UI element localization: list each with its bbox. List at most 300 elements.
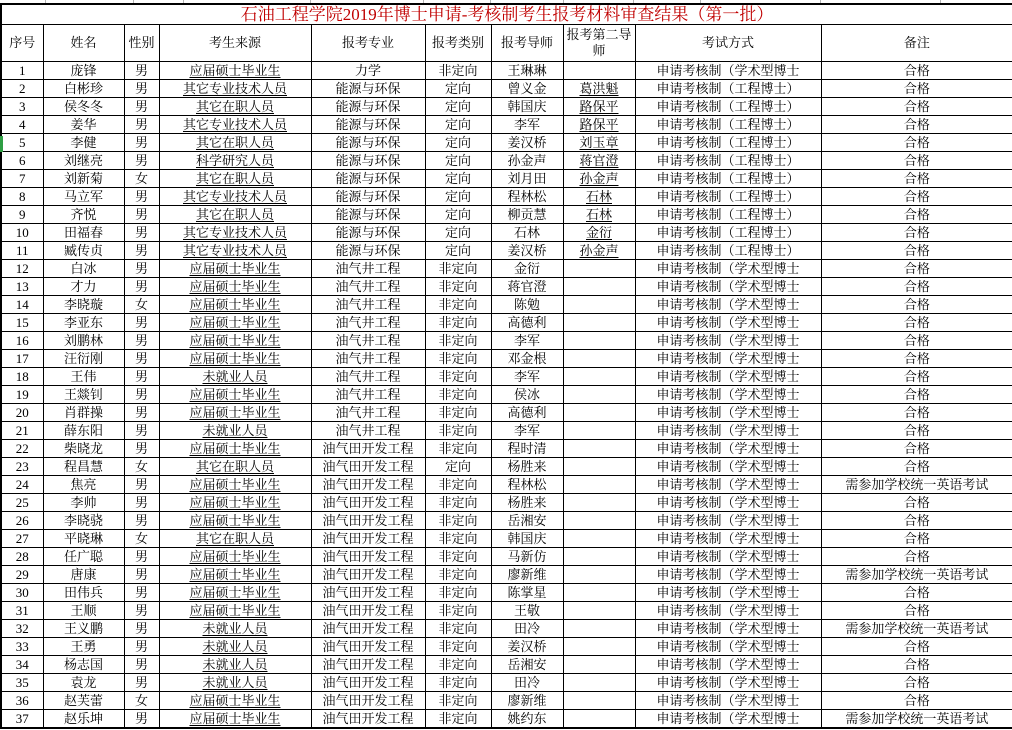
cell-second-supervisor: 葛洪魁	[563, 80, 635, 98]
cell-remark: 合格	[821, 260, 1012, 278]
cell-category: 定向	[425, 458, 491, 476]
cell-second-supervisor	[563, 386, 635, 404]
cell-category: 非定向	[425, 332, 491, 350]
cell-gender: 男	[124, 152, 159, 170]
cell-exam-method: 申请考核制（工程博士）	[635, 224, 821, 242]
cell-source: 应届硕士毕业生	[159, 314, 311, 332]
cell-supervisor: 杨胜来	[491, 458, 563, 476]
cell-name: 王顺	[43, 602, 124, 620]
cell-gender: 男	[124, 512, 159, 530]
table-row	[1, 440, 1012, 458]
cell-name: 王义鹏	[43, 620, 124, 638]
cell-second-supervisor: 路保平	[563, 116, 635, 134]
cell-exam-method: 申请考核制（学术型博士	[635, 494, 821, 512]
cell-exam-method: 申请考核制（学术型博士	[635, 656, 821, 674]
cell-source: 应届硕士毕业生	[159, 584, 311, 602]
cell-gender: 男	[124, 710, 159, 729]
cell-exam-method: 申请考核制（学术型博士	[635, 620, 821, 638]
cell-major: 油气田开发工程	[311, 530, 425, 548]
cell-major: 油气井工程	[311, 368, 425, 386]
cell-second-supervisor	[563, 350, 635, 368]
cell-name: 任广聪	[43, 548, 124, 566]
cell-category: 定向	[425, 98, 491, 116]
cell-category: 定向	[425, 188, 491, 206]
cell-major: 油气田开发工程	[311, 710, 425, 729]
cell-remark: 合格	[821, 584, 1012, 602]
cell-name: 田福春	[43, 224, 124, 242]
table-row	[1, 386, 1012, 404]
cell-category: 非定向	[425, 548, 491, 566]
cell-no: 36	[1, 692, 43, 710]
cell-no: 18	[1, 368, 43, 386]
cell-source: 其它专业技术人员	[159, 116, 311, 134]
cell-supervisor: 李军	[491, 368, 563, 386]
cell-supervisor: 程林松	[491, 476, 563, 494]
cell-source: 应届硕士毕业生	[159, 278, 311, 296]
cell-remark: 合格	[821, 98, 1012, 116]
cell-remark: 合格	[821, 278, 1012, 296]
cell-name: 平晓琳	[43, 530, 124, 548]
cell-name: 李健	[43, 134, 124, 152]
cell-exam-method: 申请考核制（学术型博士	[635, 548, 821, 566]
cell-no: 35	[1, 674, 43, 692]
column-header-gender: 性别	[124, 25, 159, 62]
cell-category: 定向	[425, 170, 491, 188]
cell-gender: 男	[124, 134, 159, 152]
cell-supervisor: 高德利	[491, 314, 563, 332]
cell-supervisor: 姜汉桥	[491, 638, 563, 656]
cell-second-supervisor	[563, 710, 635, 729]
cell-major: 油气井工程	[311, 260, 425, 278]
cell-second-supervisor	[563, 368, 635, 386]
cell-name: 王燚钊	[43, 386, 124, 404]
cell-name: 程昌慧	[43, 458, 124, 476]
cell-second-supervisor: 石林	[563, 206, 635, 224]
cell-name: 李亚东	[43, 314, 124, 332]
cell-remark: 合格	[821, 314, 1012, 332]
cell-second-supervisor	[563, 404, 635, 422]
cell-second-supervisor	[563, 476, 635, 494]
cell-gender: 男	[124, 494, 159, 512]
cell-category: 非定向	[425, 674, 491, 692]
cell-exam-method: 申请考核制（学术型博士	[635, 350, 821, 368]
cell-supervisor: 廖新维	[491, 692, 563, 710]
cell-major: 油气田开发工程	[311, 476, 425, 494]
column-header-exam-method: 考试方式	[635, 25, 821, 62]
cell-second-supervisor	[563, 332, 635, 350]
title-row	[1, 4, 1012, 25]
cell-gender: 男	[124, 62, 159, 80]
cell-source: 其它专业技术人员	[159, 224, 311, 242]
cell-source: 应届硕士毕业生	[159, 692, 311, 710]
table-row	[1, 260, 1012, 278]
cell-category: 定向	[425, 206, 491, 224]
cell-no: 37	[1, 710, 43, 729]
table-row	[1, 404, 1012, 422]
cell-no: 24	[1, 476, 43, 494]
cell-no: 21	[1, 422, 43, 440]
cell-remark: 合格	[821, 242, 1012, 260]
cell-exam-method: 申请考核制（学术型博士	[635, 512, 821, 530]
table-row	[1, 278, 1012, 296]
cell-supervisor: 石林	[491, 224, 563, 242]
cell-remark: 合格	[821, 116, 1012, 134]
cell-major: 油气井工程	[311, 386, 425, 404]
cell-source: 应届硕士毕业生	[159, 62, 311, 80]
cell-gender: 男	[124, 404, 159, 422]
cell-gender: 男	[124, 206, 159, 224]
cell-no: 27	[1, 530, 43, 548]
cell-source: 应届硕士毕业生	[159, 296, 311, 314]
cell-second-supervisor	[563, 422, 635, 440]
cell-name: 齐悦	[43, 206, 124, 224]
cell-supervisor: 陈勉	[491, 296, 563, 314]
cell-source: 其它在职人员	[159, 206, 311, 224]
cell-exam-method: 申请考核制（学术型博士	[635, 584, 821, 602]
cell-supervisor: 田冷	[491, 674, 563, 692]
cell-gender: 男	[124, 80, 159, 98]
cell-major: 力学	[311, 62, 425, 80]
cell-major: 能源与环保	[311, 224, 425, 242]
cell-category: 非定向	[425, 440, 491, 458]
cell-exam-method: 申请考核制（工程博士）	[635, 152, 821, 170]
cell-gender: 男	[124, 368, 159, 386]
cell-supervisor: 刘月田	[491, 170, 563, 188]
table-row	[1, 170, 1012, 188]
cell-no: 33	[1, 638, 43, 656]
cell-exam-method: 申请考核制（工程博士）	[635, 98, 821, 116]
cell-remark: 合格	[821, 602, 1012, 620]
cell-name: 刘继亮	[43, 152, 124, 170]
cell-no: 26	[1, 512, 43, 530]
cell-second-supervisor	[563, 314, 635, 332]
cell-name: 柴晓龙	[43, 440, 124, 458]
cell-remark: 合格	[821, 206, 1012, 224]
cell-name: 王伟	[43, 368, 124, 386]
cell-exam-method: 申请考核制（学术型博士	[635, 332, 821, 350]
cell-major: 油气田开发工程	[311, 494, 425, 512]
table-row	[1, 548, 1012, 566]
cell-major: 油气田开发工程	[311, 656, 425, 674]
cell-exam-method: 申请考核制（学术型博士	[635, 422, 821, 440]
cell-name: 李晓骁	[43, 512, 124, 530]
cell-major: 油气田开发工程	[311, 692, 425, 710]
cell-exam-method: 申请考核制（学术型博士	[635, 602, 821, 620]
cell-category: 非定向	[425, 422, 491, 440]
cell-gender: 男	[124, 602, 159, 620]
cell-gender: 男	[124, 278, 159, 296]
table-row	[1, 512, 1012, 530]
cell-name: 赵芙蕾	[43, 692, 124, 710]
cell-source: 其它在职人员	[159, 458, 311, 476]
cell-supervisor: 姜汉桥	[491, 134, 563, 152]
table-row	[1, 206, 1012, 224]
cell-exam-method: 申请考核制（工程博士）	[635, 206, 821, 224]
table-row	[1, 656, 1012, 674]
cell-remark: 合格	[821, 440, 1012, 458]
cell-second-supervisor	[563, 602, 635, 620]
cell-exam-method: 申请考核制（学术型博士	[635, 440, 821, 458]
cell-second-supervisor: 孙金声	[563, 242, 635, 260]
cell-major: 油气田开发工程	[311, 440, 425, 458]
cell-category: 非定向	[425, 404, 491, 422]
cell-gender: 男	[124, 674, 159, 692]
cell-exam-method: 申请考核制（学术型博士	[635, 710, 821, 729]
cell-name: 李帅	[43, 494, 124, 512]
cell-supervisor: 陈掌星	[491, 584, 563, 602]
cell-second-supervisor: 路保平	[563, 98, 635, 116]
cell-second-supervisor	[563, 440, 635, 458]
cell-major: 油气田开发工程	[311, 602, 425, 620]
cell-major: 油气田开发工程	[311, 674, 425, 692]
table-row	[1, 476, 1012, 494]
cell-name: 薛东阳	[43, 422, 124, 440]
column-header-second-supervisor: 报考第二导师	[563, 25, 635, 62]
cell-second-supervisor: 石林	[563, 188, 635, 206]
cell-major: 能源与环保	[311, 152, 425, 170]
cell-no: 31	[1, 602, 43, 620]
cell-category: 非定向	[425, 620, 491, 638]
cell-source: 应届硕士毕业生	[159, 404, 311, 422]
table-title: 石油工程学院2019年博士申请-考核制考生报考材料审查结果（第一批）	[1, 4, 1012, 25]
table-row	[1, 332, 1012, 350]
cell-second-supervisor	[563, 584, 635, 602]
cell-remark: 合格	[821, 152, 1012, 170]
cell-supervisor: 岳湘安	[491, 512, 563, 530]
cell-second-supervisor	[563, 512, 635, 530]
cell-remark: 合格	[821, 674, 1012, 692]
cell-category: 定向	[425, 242, 491, 260]
cell-remark: 需参加学校统一英语考试	[821, 476, 1012, 494]
cell-exam-method: 申请考核制（学术型博士	[635, 368, 821, 386]
cell-category: 定向	[425, 224, 491, 242]
cell-source: 未就业人员	[159, 422, 311, 440]
cell-exam-method: 申请考核制（学术型博士	[635, 278, 821, 296]
cell-source: 应届硕士毕业生	[159, 260, 311, 278]
table-row	[1, 710, 1012, 729]
cell-second-supervisor: 金衍	[563, 224, 635, 242]
cell-no: 9	[1, 206, 43, 224]
cell-major: 油气田开发工程	[311, 548, 425, 566]
cell-second-supervisor	[563, 62, 635, 80]
column-header-name: 姓名	[43, 25, 124, 62]
row-edge-marker	[0, 136, 3, 152]
cell-major: 油气井工程	[311, 350, 425, 368]
table-row	[1, 98, 1012, 116]
cell-remark: 合格	[821, 296, 1012, 314]
table-row	[1, 188, 1012, 206]
cell-major: 油气田开发工程	[311, 458, 425, 476]
cell-supervisor: 姜汉桥	[491, 242, 563, 260]
cell-source: 应届硕士毕业生	[159, 476, 311, 494]
cell-gender: 男	[124, 224, 159, 242]
cell-supervisor: 程时清	[491, 440, 563, 458]
cell-gender: 男	[124, 116, 159, 134]
cell-major: 能源与环保	[311, 134, 425, 152]
table-row	[1, 494, 1012, 512]
cell-no: 7	[1, 170, 43, 188]
cell-supervisor: 李军	[491, 332, 563, 350]
cell-no: 22	[1, 440, 43, 458]
cell-remark: 合格	[821, 422, 1012, 440]
cell-remark: 需参加学校统一英语考试	[821, 566, 1012, 584]
cell-source: 未就业人员	[159, 620, 311, 638]
cell-category: 非定向	[425, 314, 491, 332]
cell-remark: 合格	[821, 170, 1012, 188]
cell-supervisor: 马新仿	[491, 548, 563, 566]
cell-gender: 女	[124, 170, 159, 188]
cell-name: 袁龙	[43, 674, 124, 692]
cell-second-supervisor	[563, 296, 635, 314]
table-row	[1, 296, 1012, 314]
cell-major: 油气田开发工程	[311, 512, 425, 530]
cell-source: 应届硕士毕业生	[159, 512, 311, 530]
cell-remark: 合格	[821, 62, 1012, 80]
cell-name: 白冰	[43, 260, 124, 278]
cell-category: 非定向	[425, 476, 491, 494]
cell-supervisor: 李军	[491, 116, 563, 134]
cell-category: 非定向	[425, 260, 491, 278]
cell-exam-method: 申请考核制（学术型博士	[635, 566, 821, 584]
cell-source: 应届硕士毕业生	[159, 350, 311, 368]
cell-no: 30	[1, 584, 43, 602]
cell-category: 非定向	[425, 296, 491, 314]
table-row	[1, 674, 1012, 692]
cell-source: 未就业人员	[159, 368, 311, 386]
cell-remark: 合格	[821, 134, 1012, 152]
cell-category: 非定向	[425, 386, 491, 404]
cell-category: 定向	[425, 80, 491, 98]
cell-category: 非定向	[425, 512, 491, 530]
cell-no: 29	[1, 566, 43, 584]
cell-supervisor: 侯冰	[491, 386, 563, 404]
cell-remark: 合格	[821, 80, 1012, 98]
cell-major: 油气井工程	[311, 422, 425, 440]
cell-exam-method: 申请考核制（工程博士）	[635, 134, 821, 152]
cell-second-supervisor	[563, 260, 635, 278]
cell-no: 10	[1, 224, 43, 242]
cell-source: 未就业人员	[159, 674, 311, 692]
cell-no: 17	[1, 350, 43, 368]
cell-category: 非定向	[425, 494, 491, 512]
cell-gender: 男	[124, 476, 159, 494]
cell-source: 其它在职人员	[159, 134, 311, 152]
cell-source: 其它在职人员	[159, 170, 311, 188]
cell-second-supervisor: 蒋官澄	[563, 152, 635, 170]
cell-major: 油气田开发工程	[311, 566, 425, 584]
column-header-category: 报考类别	[425, 25, 491, 62]
cell-gender: 男	[124, 440, 159, 458]
cell-major: 油气田开发工程	[311, 584, 425, 602]
cell-name: 汪衍刚	[43, 350, 124, 368]
cell-no: 12	[1, 260, 43, 278]
cell-supervisor: 廖新维	[491, 566, 563, 584]
cell-gender: 男	[124, 548, 159, 566]
cell-name: 臧传贞	[43, 242, 124, 260]
table-row	[1, 80, 1012, 98]
cell-remark: 合格	[821, 494, 1012, 512]
cell-gender: 男	[124, 332, 159, 350]
cell-name: 马立军	[43, 188, 124, 206]
cell-name: 王勇	[43, 638, 124, 656]
cell-major: 能源与环保	[311, 242, 425, 260]
table-row	[1, 152, 1012, 170]
cell-supervisor: 姚约东	[491, 710, 563, 729]
cell-no: 34	[1, 656, 43, 674]
cell-supervisor: 王琳琳	[491, 62, 563, 80]
cell-gender: 男	[124, 314, 159, 332]
cell-source: 未就业人员	[159, 656, 311, 674]
cell-gender: 男	[124, 242, 159, 260]
cell-exam-method: 申请考核制（学术型博士	[635, 404, 821, 422]
cell-remark: 合格	[821, 350, 1012, 368]
cell-source: 其它专业技术人员	[159, 188, 311, 206]
table-row	[1, 584, 1012, 602]
cell-exam-method: 申请考核制（学术型博士	[635, 62, 821, 80]
cell-name: 田伟兵	[43, 584, 124, 602]
cell-name: 才力	[43, 278, 124, 296]
cell-category: 非定向	[425, 368, 491, 386]
column-header-remark: 备注	[821, 25, 1012, 62]
cell-name: 刘新菊	[43, 170, 124, 188]
cell-no: 19	[1, 386, 43, 404]
cell-source: 其它专业技术人员	[159, 80, 311, 98]
cell-category: 非定向	[425, 566, 491, 584]
cell-no: 1	[1, 62, 43, 80]
cell-gender: 男	[124, 620, 159, 638]
cell-name: 刘鹏林	[43, 332, 124, 350]
cell-name: 唐康	[43, 566, 124, 584]
cell-remark: 合格	[821, 638, 1012, 656]
cell-supervisor: 孙金声	[491, 152, 563, 170]
cell-major: 能源与环保	[311, 170, 425, 188]
cell-source: 科学研究人员	[159, 152, 311, 170]
cell-exam-method: 申请考核制（学术型博士	[635, 260, 821, 278]
cell-category: 非定向	[425, 692, 491, 710]
cell-no: 32	[1, 620, 43, 638]
table-row	[1, 638, 1012, 656]
cell-name: 杨志国	[43, 656, 124, 674]
cell-no: 3	[1, 98, 43, 116]
cell-gender: 男	[124, 188, 159, 206]
cell-remark: 合格	[821, 368, 1012, 386]
cell-source: 应届硕士毕业生	[159, 494, 311, 512]
cell-gender: 男	[124, 584, 159, 602]
cell-no: 13	[1, 278, 43, 296]
cell-remark: 需参加学校统一英语考试	[821, 620, 1012, 638]
cell-remark: 合格	[821, 530, 1012, 548]
cell-gender: 女	[124, 458, 159, 476]
cell-second-supervisor	[563, 656, 635, 674]
cell-category: 非定向	[425, 350, 491, 368]
table-row	[1, 620, 1012, 638]
cell-remark: 合格	[821, 188, 1012, 206]
cell-category: 非定向	[425, 710, 491, 729]
cell-no: 4	[1, 116, 43, 134]
cell-major: 油气田开发工程	[311, 620, 425, 638]
cell-gender: 男	[124, 350, 159, 368]
cell-supervisor: 杨胜来	[491, 494, 563, 512]
cell-no: 6	[1, 152, 43, 170]
cell-category: 定向	[425, 134, 491, 152]
cell-supervisor: 王敬	[491, 602, 563, 620]
cell-second-supervisor	[563, 638, 635, 656]
cell-source: 应届硕士毕业生	[159, 440, 311, 458]
cell-exam-method: 申请考核制（学术型博士	[635, 674, 821, 692]
cell-exam-method: 申请考核制（学术型博士	[635, 314, 821, 332]
cell-source: 其它专业技术人员	[159, 242, 311, 260]
cell-name: 肖群操	[43, 404, 124, 422]
